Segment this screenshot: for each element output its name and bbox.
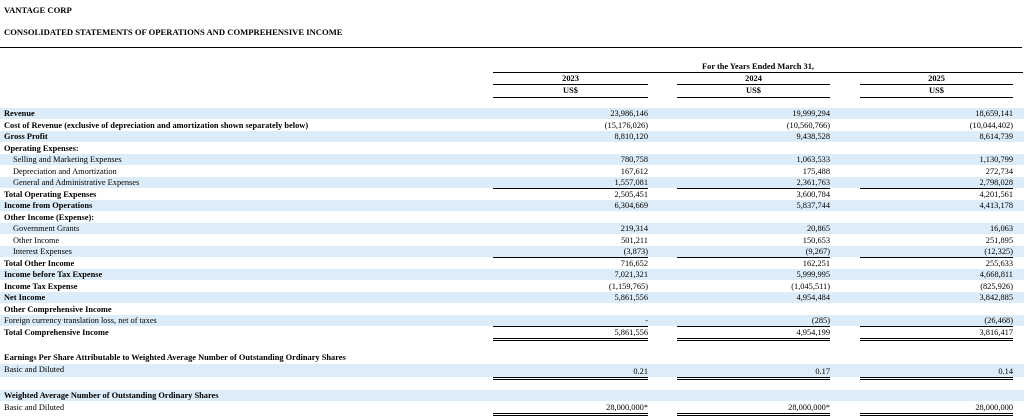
cell-2024: 0.17 <box>677 366 830 380</box>
top-divider <box>0 47 1022 48</box>
cell-2023: 167,612 <box>620 166 648 176</box>
row-label: Government Grants <box>13 224 80 233</box>
table-row-shares-header <box>0 390 1024 401</box>
cell-2024: 150,653 <box>802 235 830 245</box>
table-row-cost-of-revenue <box>0 120 1024 131</box>
cell-2025: 16,063 <box>989 224 1013 233</box>
cell-2023: (1,159,765) <box>493 281 648 293</box>
cell-2023: 23,986,146 <box>610 109 648 118</box>
cell-2025: 0.14 <box>860 366 1013 380</box>
period-header-rule <box>493 72 1023 73</box>
cell-2023: (3,873) <box>493 246 648 258</box>
cell-2023: - <box>493 315 648 327</box>
row-label: Income from Operations <box>4 201 93 210</box>
cell-2024: 1,063,533 <box>796 155 830 164</box>
currency-rule <box>493 97 648 98</box>
row-label: Interest Expenses <box>13 247 72 256</box>
row-label: Weighted Average Number of Outstanding Ordinary Shares <box>4 391 219 400</box>
cell-2025: (825,926) <box>860 281 1013 293</box>
cell-2024: (9,267) <box>677 246 830 258</box>
table-row-operating-expenses-header <box>0 143 1024 154</box>
table-row-gross-profit <box>0 131 1024 142</box>
row-label: Operating Expenses: <box>4 143 79 153</box>
table-row-total-comprehensive-income <box>0 327 1024 338</box>
cell-2025: 251,895 <box>985 235 1013 245</box>
row-label: Selling and Marketing Expenses <box>13 155 122 164</box>
cell-2025: 4,413,178 <box>979 201 1013 210</box>
cell-2024: (1,045,511) <box>677 281 830 293</box>
row-label: Total Other Income <box>4 258 75 268</box>
row-label: Basic and Diluted <box>4 364 65 374</box>
table-row-selling-marketing <box>0 154 1024 165</box>
year-rule <box>677 84 830 85</box>
row-label: Foreign currency translation loss, net of taxes <box>4 316 157 325</box>
table-row-government-grants <box>0 223 1024 234</box>
cell-2023: 6,304,669 <box>614 201 648 210</box>
table-row-shares-basic-diluted <box>0 402 1024 413</box>
cell-2023: 0.21 <box>493 366 648 380</box>
table-row-net-income <box>0 292 1024 303</box>
table-row-other-income-header <box>0 212 1024 223</box>
table-row-depreciation <box>0 166 1024 177</box>
cell-2024: 19,999,294 <box>792 109 830 118</box>
cell-2025: 18,659,141 <box>975 109 1013 118</box>
cell-2024: 20,865 <box>806 224 830 233</box>
table-row-revenue <box>0 108 1024 119</box>
row-label: Earnings Per Share Attributable to Weighted Average Number of Outstanding Ordinary Shares <box>4 353 346 362</box>
cell-2025: 2,798,028 <box>860 177 1013 189</box>
table-row-income-tax-expense <box>0 281 1024 292</box>
column-year-2023: 2023 <box>562 74 579 83</box>
cell-2025: 4,201,561 <box>860 189 1013 201</box>
table-row-eps-header <box>0 352 1024 363</box>
cell-2023: 5,861,556 <box>493 327 648 341</box>
row-label: Income before Tax Expense <box>4 270 103 279</box>
row-label: Cost of Revenue (exclusive of depreciation and amortization shown separately below) <box>4 120 309 130</box>
column-currency-2023: US$ <box>563 86 578 95</box>
cell-2025: 3,816,417 <box>860 327 1013 341</box>
row-label: Other Comprehensive Income <box>4 304 112 314</box>
cell-2023: 2,505,451 <box>493 189 648 201</box>
cell-2025: (10,044,402) <box>860 120 1013 132</box>
column-currency-2025: US$ <box>929 86 944 95</box>
cell-2024: 175,488 <box>802 166 830 176</box>
table-row-oci-header <box>0 304 1024 315</box>
row-label: Income Tax Expense <box>4 281 78 291</box>
table-row-interest-expenses <box>0 246 1024 257</box>
cell-2024: 5,999,995 <box>796 270 830 279</box>
currency-rule <box>677 97 830 98</box>
cell-2024: 2,361,763 <box>677 177 830 189</box>
cell-2024: 4,954,199 <box>677 327 830 341</box>
statement-title: CONSOLIDATED STATEMENTS OF OPERATIONS AND COMPREHENSIVE INCOME <box>4 27 343 37</box>
row-label: Depreciation and Amortization <box>13 166 117 176</box>
table-row-total-operating-expenses <box>0 189 1024 200</box>
row-label: Total Operating Expenses <box>4 189 97 199</box>
row-label: Total Comprehensive Income <box>4 327 109 337</box>
year-rule <box>860 84 1013 85</box>
row-label: Revenue <box>4 109 35 118</box>
currency-rule <box>860 97 1013 98</box>
cell-2024: 9,438,528 <box>796 132 830 141</box>
cell-2024: (285) <box>677 315 830 327</box>
cell-2025: 255,633 <box>860 258 1013 270</box>
table-row-fx-translation <box>0 315 1024 326</box>
row-label: General and Administrative Expenses <box>13 178 140 187</box>
cell-2025: 8,614,739 <box>979 132 1013 141</box>
table-row-total-other-income <box>0 258 1024 269</box>
cell-2023: 8,810,120 <box>614 132 648 141</box>
cell-2023: 1,557,081 <box>493 177 648 189</box>
company-name: VANTAGE CORP <box>4 5 72 15</box>
column-year-2025: 2025 <box>928 74 945 83</box>
year-rule <box>493 84 648 85</box>
cell-2025: 272,734 <box>985 166 1013 176</box>
cell-2024: 3,600,784 <box>677 189 830 201</box>
row-label: Other Income <box>13 235 60 245</box>
row-label: Gross Profit <box>4 132 48 141</box>
row-label: Net Income <box>4 293 46 302</box>
table-row-income-before-tax <box>0 269 1024 280</box>
cell-2025: 1,130,799 <box>979 155 1013 164</box>
table-row-eps-basic-diluted <box>0 364 1024 377</box>
column-year-2024: 2024 <box>745 74 762 83</box>
period-header: For the Years Ended March 31, <box>702 62 814 71</box>
cell-2024: (10,560,766) <box>677 120 830 132</box>
cell-2023: 219,314 <box>620 224 648 233</box>
cell-2023: 7,021,321 <box>614 270 648 279</box>
cell-2023: 501,211 <box>621 235 648 245</box>
column-currency-2024: US$ <box>746 86 761 95</box>
cell-2023: 780,758 <box>620 155 648 164</box>
cell-2023: (15,176,026) <box>493 120 648 132</box>
cell-2023: 28,000,000* <box>493 402 648 416</box>
cell-2023: 5,861,556 <box>614 293 648 302</box>
cell-2024: 4,954,484 <box>796 293 830 302</box>
cell-2025: 28,000,000 <box>860 402 1013 416</box>
cell-2024: 28,000,000* <box>677 402 830 416</box>
row-label: Basic and Diluted <box>4 402 65 412</box>
table-row-income-from-operations <box>0 200 1024 211</box>
table-row-general-admin <box>0 177 1024 188</box>
table-row-other-income <box>0 235 1024 246</box>
cell-2025: (26,468) <box>860 315 1013 327</box>
cell-2025: (12,325) <box>860 246 1013 258</box>
cell-2025: 3,842,885 <box>979 293 1013 302</box>
row-label: Other Income (Expense): <box>4 212 95 222</box>
cell-2024: 162,251 <box>677 258 830 270</box>
cell-2025: 4,668,811 <box>979 270 1013 279</box>
cell-2023: 716,652 <box>493 258 648 270</box>
cell-2024: 5,837,744 <box>796 201 830 210</box>
